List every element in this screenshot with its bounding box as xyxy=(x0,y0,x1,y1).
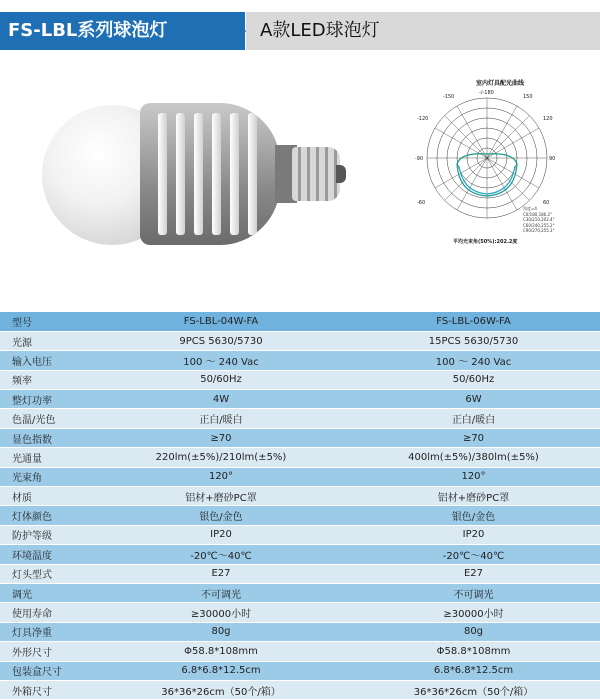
spec-label: 灯头型式 xyxy=(0,564,95,583)
spec-label: 整灯功率 xyxy=(0,390,95,409)
spec-value: 不可调光 xyxy=(347,583,600,602)
table-row xyxy=(0,545,600,564)
product-title: A款LED球泡灯 xyxy=(246,12,600,50)
table-row xyxy=(0,506,600,525)
spec-value: Φ58.8*108mm xyxy=(347,642,600,661)
spec-value: ≥70 xyxy=(95,428,347,447)
table-row xyxy=(0,467,600,486)
spec-label: 光源 xyxy=(0,331,95,350)
table-row xyxy=(0,622,600,641)
spec-value: 正白/暖白 xyxy=(347,409,600,428)
table-row xyxy=(0,331,600,350)
table-row xyxy=(0,564,600,583)
spec-label: 灯体颜色 xyxy=(0,506,95,525)
angle-label: 60 xyxy=(543,200,550,206)
table-row xyxy=(0,370,600,389)
table-row xyxy=(0,603,600,622)
spec-value: 银色/金色 xyxy=(347,506,600,525)
spec-value: 120° xyxy=(95,467,347,486)
spec-label: 色温/光色 xyxy=(0,409,95,428)
angle-label: -150 xyxy=(443,94,455,100)
bulb-screw-base xyxy=(292,147,340,201)
spec-value: 36*36*26cm（50个/箱） xyxy=(347,680,600,699)
legend-header: 角度=4 xyxy=(523,206,537,211)
spec-value: 不可调光 xyxy=(95,583,347,602)
table-row xyxy=(0,428,600,447)
spec-value: ≥30000小时 xyxy=(347,603,600,622)
bulb-tip xyxy=(336,165,346,183)
spec-label: 型号 xyxy=(0,312,95,331)
table-row xyxy=(0,525,600,544)
spec-label: 光束角 xyxy=(0,467,95,486)
spec-value: E27 xyxy=(347,564,600,583)
spec-value: -20℃～40℃ xyxy=(347,545,600,564)
table-row xyxy=(0,642,600,661)
light-distribution-chart xyxy=(415,78,585,268)
legend-item: C90/270,255.1° xyxy=(523,228,555,233)
spec-value: -20℃～40℃ xyxy=(95,545,347,564)
spec-label: 材质 xyxy=(0,487,95,506)
spec-value: 9PCS 5630/5730 xyxy=(95,331,347,350)
table-row xyxy=(0,390,600,409)
spec-value: 铝材+磨砂PC罩 xyxy=(95,487,347,506)
table-row xyxy=(0,409,600,428)
header-banner xyxy=(0,0,600,62)
angle-label: 150 xyxy=(523,94,533,100)
spec-value: 80g xyxy=(95,622,347,641)
table-row xyxy=(0,448,600,467)
angle-label: 120 xyxy=(543,116,553,122)
spec-label: 环境温度 xyxy=(0,545,95,564)
angle-label: 90 xyxy=(549,156,556,162)
table-row xyxy=(0,351,600,370)
angle-label: -120 xyxy=(417,116,429,122)
spec-label: 调光 xyxy=(0,583,95,602)
spec-model-06w: FS-LBL-06W-FA xyxy=(347,312,600,331)
table-row xyxy=(0,487,600,506)
legend-item: C30/210,202.4° xyxy=(523,217,555,222)
spec-value: 6.8*6.8*12.5cm xyxy=(347,661,600,680)
spec-value: 6.8*6.8*12.5cm xyxy=(95,661,347,680)
bulb-heatsink xyxy=(140,103,280,245)
banner-arrow-shape xyxy=(232,12,246,50)
spec-value: 50/60Hz xyxy=(347,370,600,389)
angle-label: -90 xyxy=(415,156,424,162)
table-row xyxy=(0,661,600,680)
spec-value: 120° xyxy=(347,467,600,486)
spec-value: 铝材+磨砂PC罩 xyxy=(347,487,600,506)
spec-value: 100 ～ 240 Vac xyxy=(347,351,600,370)
spec-value: 400lm(±5%)/380lm(±5%) xyxy=(347,448,600,467)
table-row xyxy=(0,680,600,699)
spec-value: 正白/暖白 xyxy=(95,409,347,428)
angle-label: -60 xyxy=(417,200,426,206)
spec-label: 输入电压 xyxy=(0,351,95,370)
spec-value: 80g xyxy=(347,622,600,641)
spec-value: IP20 xyxy=(347,525,600,544)
product-photo xyxy=(30,75,360,290)
spec-value: Φ58.8*108mm xyxy=(95,642,347,661)
spec-header-row xyxy=(0,312,600,331)
spec-value: 银色/金色 xyxy=(95,506,347,525)
spec-label: 显色指数 xyxy=(0,428,95,447)
series-title: FS-LBL系列球泡灯 xyxy=(0,12,245,50)
spec-label: 使用寿命 xyxy=(0,603,95,622)
spec-value: 15PCS 5630/5730 xyxy=(347,331,600,350)
spec-label: 灯具净重 xyxy=(0,622,95,641)
spec-value: E27 xyxy=(95,564,347,583)
spec-value: 4W xyxy=(95,390,347,409)
spec-value: ≥70 xyxy=(347,428,600,447)
spec-value: 36*36*26cm（50个/箱） xyxy=(95,680,347,699)
spec-label: 频率 xyxy=(0,370,95,389)
spec-table xyxy=(0,312,600,700)
spec-value: ≥30000小时 xyxy=(95,603,347,622)
spec-model-04w: FS-LBL-04W-FA xyxy=(95,312,347,331)
spec-value: 220lm(±5%)/210lm(±5%) xyxy=(95,448,347,467)
legend-item: C60/240,255.2° xyxy=(523,222,555,228)
spec-value: 6W xyxy=(347,390,600,409)
beam-angle-note: 平均光束角(50%):202.2度 xyxy=(453,239,518,245)
spec-label: 外形尺寸 xyxy=(0,642,95,661)
spec-label: 防护等级 xyxy=(0,525,95,544)
spec-label: 光通量 xyxy=(0,448,95,467)
polar-chart-title: 室内灯具配光曲线 xyxy=(475,80,524,87)
legend-item: C0/180,186.2° xyxy=(523,211,553,217)
spec-value: 100 ～ 240 Vac xyxy=(95,351,347,370)
spec-label: 外箱尺寸 xyxy=(0,680,95,699)
angle-label: -/-180 xyxy=(479,90,494,96)
spec-value: IP20 xyxy=(95,525,347,544)
polar-legend xyxy=(523,206,555,234)
table-row xyxy=(0,583,600,602)
polar-grid-svg xyxy=(415,86,585,241)
spec-value: 50/60Hz xyxy=(95,370,347,389)
spec-label: 包装盒尺寸 xyxy=(0,661,95,680)
